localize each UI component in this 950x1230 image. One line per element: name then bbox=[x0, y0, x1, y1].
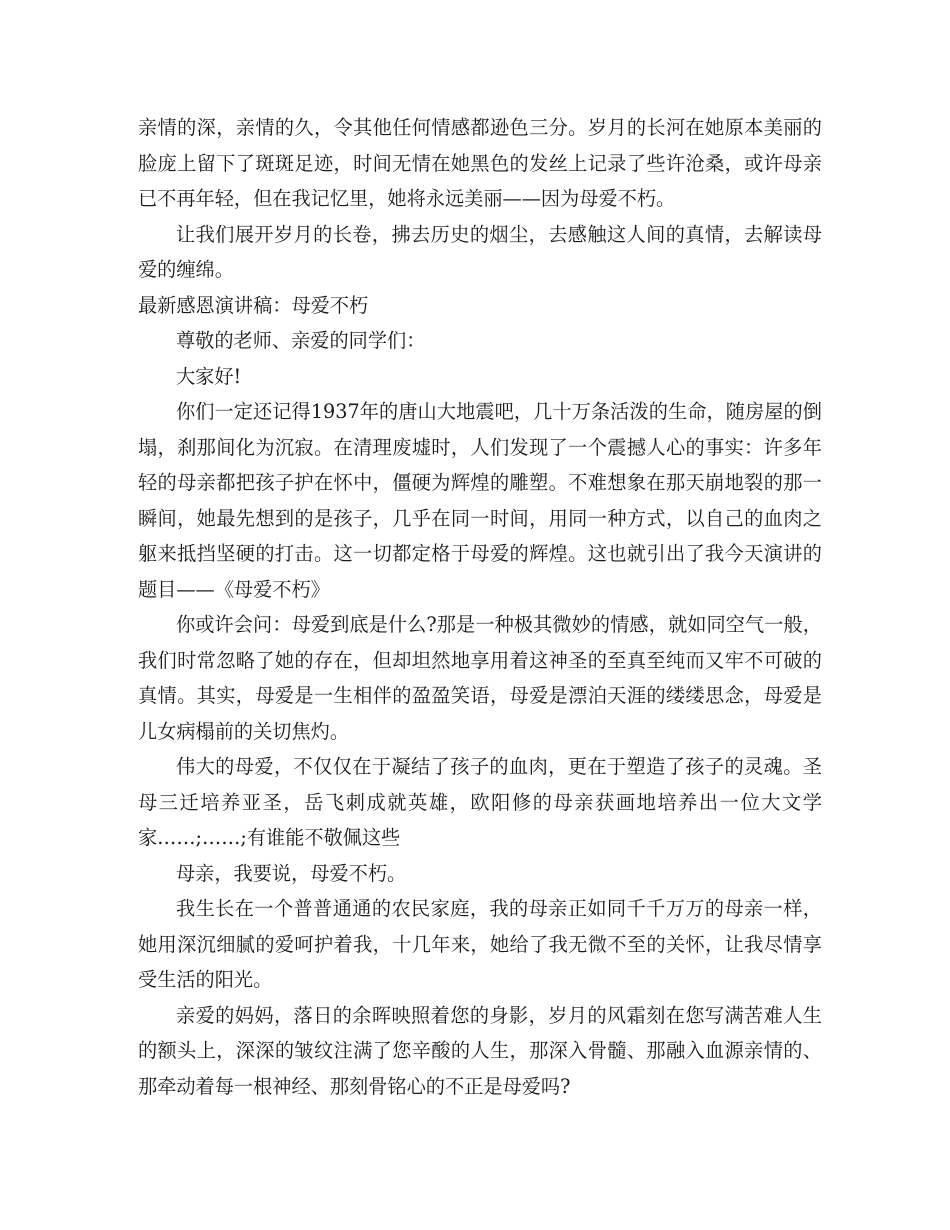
paragraph-earthquake: 你们一定还记得1937年的唐山大地震吧，几十万条活泼的生命，随房屋的倒塌，刹那间化为沉寂。在清理废墟时，人们发现了一个震撼人心的事实：许多年轻的母亲都把孩子护在怀中，僵硬为辉煌的雕塑。不难想象在那天崩地裂的那一瞬间，她最先想到的是孩子，几乎在同一时间，用同一种方式，以自己的血肉之躯来抵挡坚硬的打击。这一切都定格于母爱的辉煌。这也就引出了我今天演讲的题目——《母爱不朽》 bbox=[138, 400, 822, 601]
document-body bbox=[138, 110, 822, 1104]
section-title: 最新感恩演讲稿：母爱不朽 bbox=[138, 293, 369, 317]
paragraph-2: 让我们展开岁月的长卷，拂去历史的烟尘，去感触这人间的真情，去解读母爱的缠绵。 bbox=[138, 222, 822, 281]
paragraph-family: 我生长在一个普普通通的农民家庭，我的母亲正如同千千万万的母亲一样，她用深沉细腻的爱呵护着我，十几年来，她给了我无微不至的关怀，让我尽情享受生活的阳光。 bbox=[138, 897, 822, 991]
paragraph-declaration: 母亲，我要说，母爱不朽。 bbox=[176, 861, 407, 885]
paragraph-1: 亲情的深，亲情的久，令其他任何情感都逊色三分。岁月的长河在她原本美丽的脸庞上留下了斑斑足迹，时间无情在她黑色的发丝上记录了些许沧桑，或许母亲已不再年轻，但在我记忆里，她将永远美丽——因为母爱不朽。 bbox=[138, 116, 822, 210]
paragraph-great-love: 伟大的母爱，不仅仅在于凝结了孩子的血肉，更在于塑造了孩子的灵魂。圣母三迁培养亚圣，岳飞刺成就英雄，欧阳修的母亲获画地培养出一位大文学家……;……;有谁能不敬佩这些 bbox=[138, 755, 822, 849]
greeting: 大家好! bbox=[176, 364, 242, 388]
salutation: 尊敬的老师、亲爱的同学们： bbox=[176, 329, 426, 352]
paragraph-dear-mom: 亲爱的妈妈，落日的余晖映照着您的身影，岁月的风霜刻在您写满苦难人生的额头上，深深的皱纹注满了您辛酸的人生，那深入骨髓、那融入血源亲情的、那牵动着每一根神经、那刻骨铭心的不正是母爱吗? bbox=[138, 1003, 822, 1098]
paragraph-what-is-love: 你或许会问：母爱到底是什么?那是一种极其微妙的情感，就如同空气一般，我们时常忽略了她的存在，但却坦然地享用着这神圣的至真至纯而又牢不可破的真情。其实，母爱是一生相伴的盈盈笑语，母爱是漂泊天涯的缕缕思念，母爱是儿女病榻前的关切焦灼。 bbox=[138, 613, 822, 743]
